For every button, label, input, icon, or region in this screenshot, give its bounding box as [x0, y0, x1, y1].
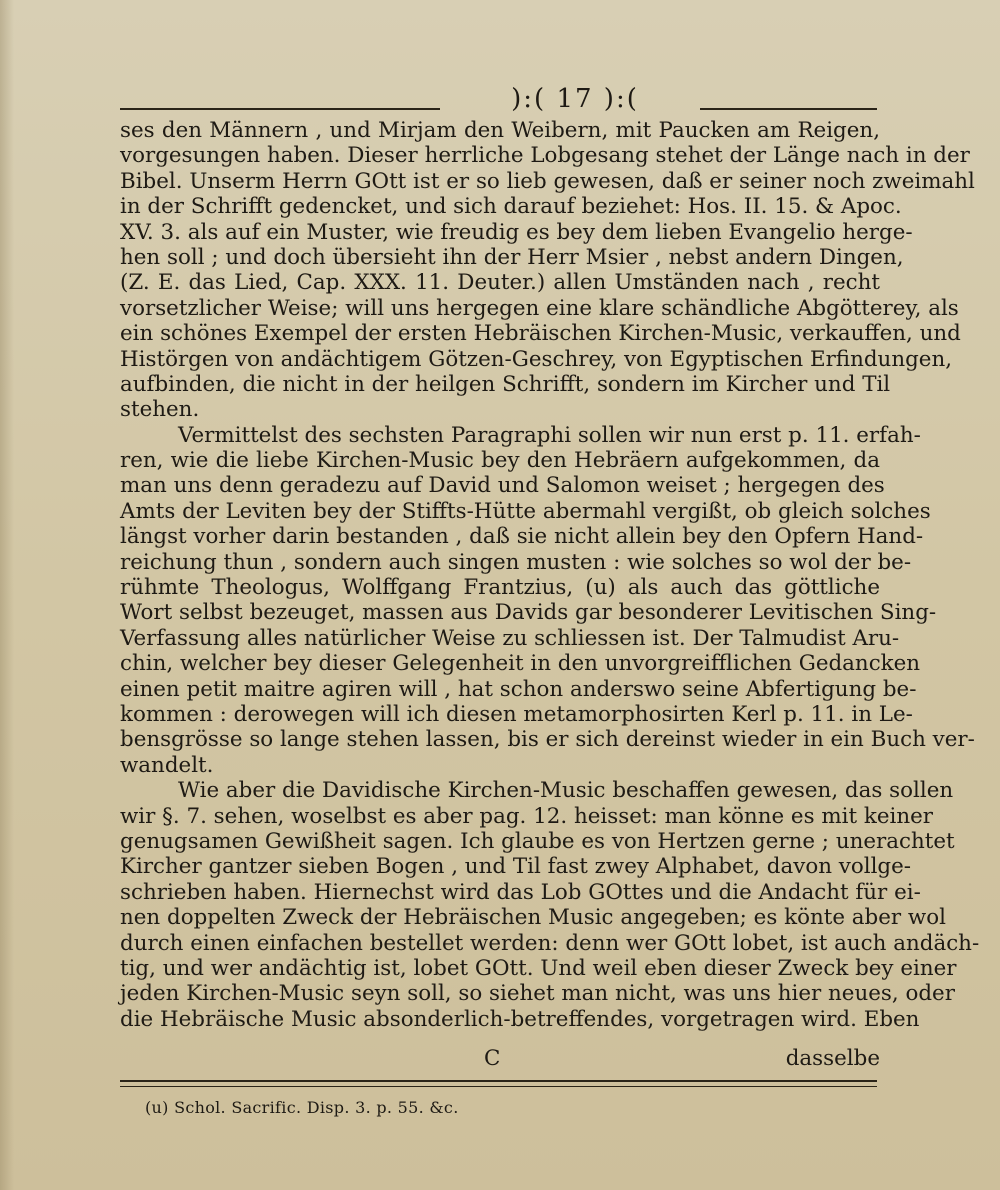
text-line: (Z. E. das Lied, Cap. XXX. 11. Deuter.) allen Umständen nach , recht: [120, 270, 880, 296]
text-line: vorsetzlicher Weise; will uns hergegen eine klare schändliche Abgötterey, als: [120, 295, 959, 321]
text-line: nen doppelten Zweck der Hebräischen Music angegeben; es könte aber wol: [120, 905, 946, 931]
text-line: stehen.: [120, 397, 200, 423]
text-line: die Hebräische Music absonderlich-betreffendes, vorgetragen wird. Eben: [120, 1006, 920, 1032]
text-line: Kircher gantzer sieben Bogen , und Til fast zwey Alphabet, davon vollge-: [120, 854, 912, 880]
text-line: Amts der Leviten bey der Stiffts-Hütte abermahl vergißt, ob gleich solches: [120, 498, 931, 524]
page-header: [120, 84, 877, 114]
text-line: Wort selbst bezeuget, massen aus Davids gar besonderer Levitischen Sing-: [120, 600, 937, 626]
text-line: aufbinden, die nicht in der heilgen Schrifft, sondern im Kircher und Til: [120, 371, 891, 397]
header-rule-right: [700, 108, 877, 110]
text-line: kommen : derowegen will ich diesen metamorphosirten Kerl p. 11. in Le-: [120, 701, 913, 727]
text-line: genugsamen Gewißheit sagen. Ich glaube es von Hertzen gerne ; unerachtet: [120, 828, 955, 854]
paragraph-start-line: Wie aber die Davidische Kirchen-Music beschaffen gewesen, das sollen: [178, 778, 954, 804]
signature-mark: C: [484, 1046, 501, 1071]
text-line: hen soll ; und doch übersieht ihn der Herr Msier , nebst andern Dingen,: [120, 244, 904, 270]
signature-line: [120, 1046, 880, 1074]
page-number: ):( 17 ):(: [511, 84, 639, 114]
text-line: ein schönes Exempel der ersten Hebräischen Kirchen-Music, verkauffen, und: [120, 321, 961, 347]
text-line: reichung thun , sondern auch singen musten : wie solches so wol der be-: [120, 549, 912, 575]
footnote-rule: [120, 1080, 877, 1082]
catchword: dasselbe: [785, 1046, 880, 1071]
text-line: ren, wie die liebe Kirchen-Music bey den Hebräern aufgekommen, da: [120, 448, 880, 474]
text-line: ses den Männern , und Mirjam den Weibern, mit Paucken am Reigen,: [120, 118, 880, 143]
text-line: man uns denn geradezu auf David und Salomon weiset ; hergegen des: [120, 473, 885, 499]
text-line: XV. 3. als auf ein Muster, wie freudig es bey dem lieben Evangelio herge-: [120, 219, 913, 245]
text-line: schrieben haben. Hiernechst wird das Lob GOttes und die Andacht für ei-: [120, 879, 921, 905]
text-line: rühmte Theologus, Wolffgang Frantzius, (u) als auch das göttliche: [120, 575, 880, 601]
text-line: chin, welcher bey dieser Gelegenheit in den unvorgreifflichen Gedancken: [120, 651, 921, 677]
text-line: wandelt.: [120, 752, 214, 778]
text-line: Verfassung alles natürlicher Weise zu schliessen ist. Der Talmudist Aru-: [120, 625, 900, 651]
text-line: tig, und wer andächtig ist, lobet GOtt. Und weil eben dieser Zweck bey einer: [120, 955, 957, 981]
footnote: (u) Schol. Sacrific. Disp. 3. p. 55. &c.: [145, 1098, 459, 1117]
body-text: [120, 118, 980, 1032]
text-line: längst vorher darin bestanden , daß sie nicht allein bey den Opfern Hand-: [120, 524, 924, 550]
footnote-rule-thin: [120, 1086, 877, 1087]
text-line: in der Schrifft gedencket, und sich darauf beziehet: Hos. II. 15. & Apoc.: [120, 194, 902, 220]
text-line: durch einen einfachen bestellet werden: denn wer GOtt lobet, ist auch andäch-: [120, 930, 980, 956]
text-line: jeden Kirchen-Music seyn soll, so siehet man nicht, was uns hier neues, oder: [120, 981, 955, 1007]
text-line: Histörgen von andächtigem Götzen-Geschrey, von Egyptischen Erfindungen,: [120, 346, 953, 372]
header-rule-left: [120, 108, 440, 110]
text-line: bensgrösse so lange stehen lassen, bis er sich dereinst wieder in ein Buch ver-: [120, 727, 975, 753]
text-line: wir §. 7. sehen, woselbst es aber pag. 12. heisset: man könne es mit keiner: [120, 803, 934, 829]
text-line: einen petit maitre agiren will , hat schon anderswo seine Abfertigung be-: [120, 676, 917, 702]
text-line: Bibel. Unserm Herrn GOtt ist er so lieb gewesen, daß er seiner noch zweimahl: [120, 168, 975, 194]
paragraph-start-line: Vermittelst des sechsten Paragraphi sollen wir nun erst p. 11. erfah-: [178, 422, 921, 448]
text-line: vorgesungen haben. Dieser herrliche Lobgesang stehet der Länge nach in der: [120, 143, 970, 169]
